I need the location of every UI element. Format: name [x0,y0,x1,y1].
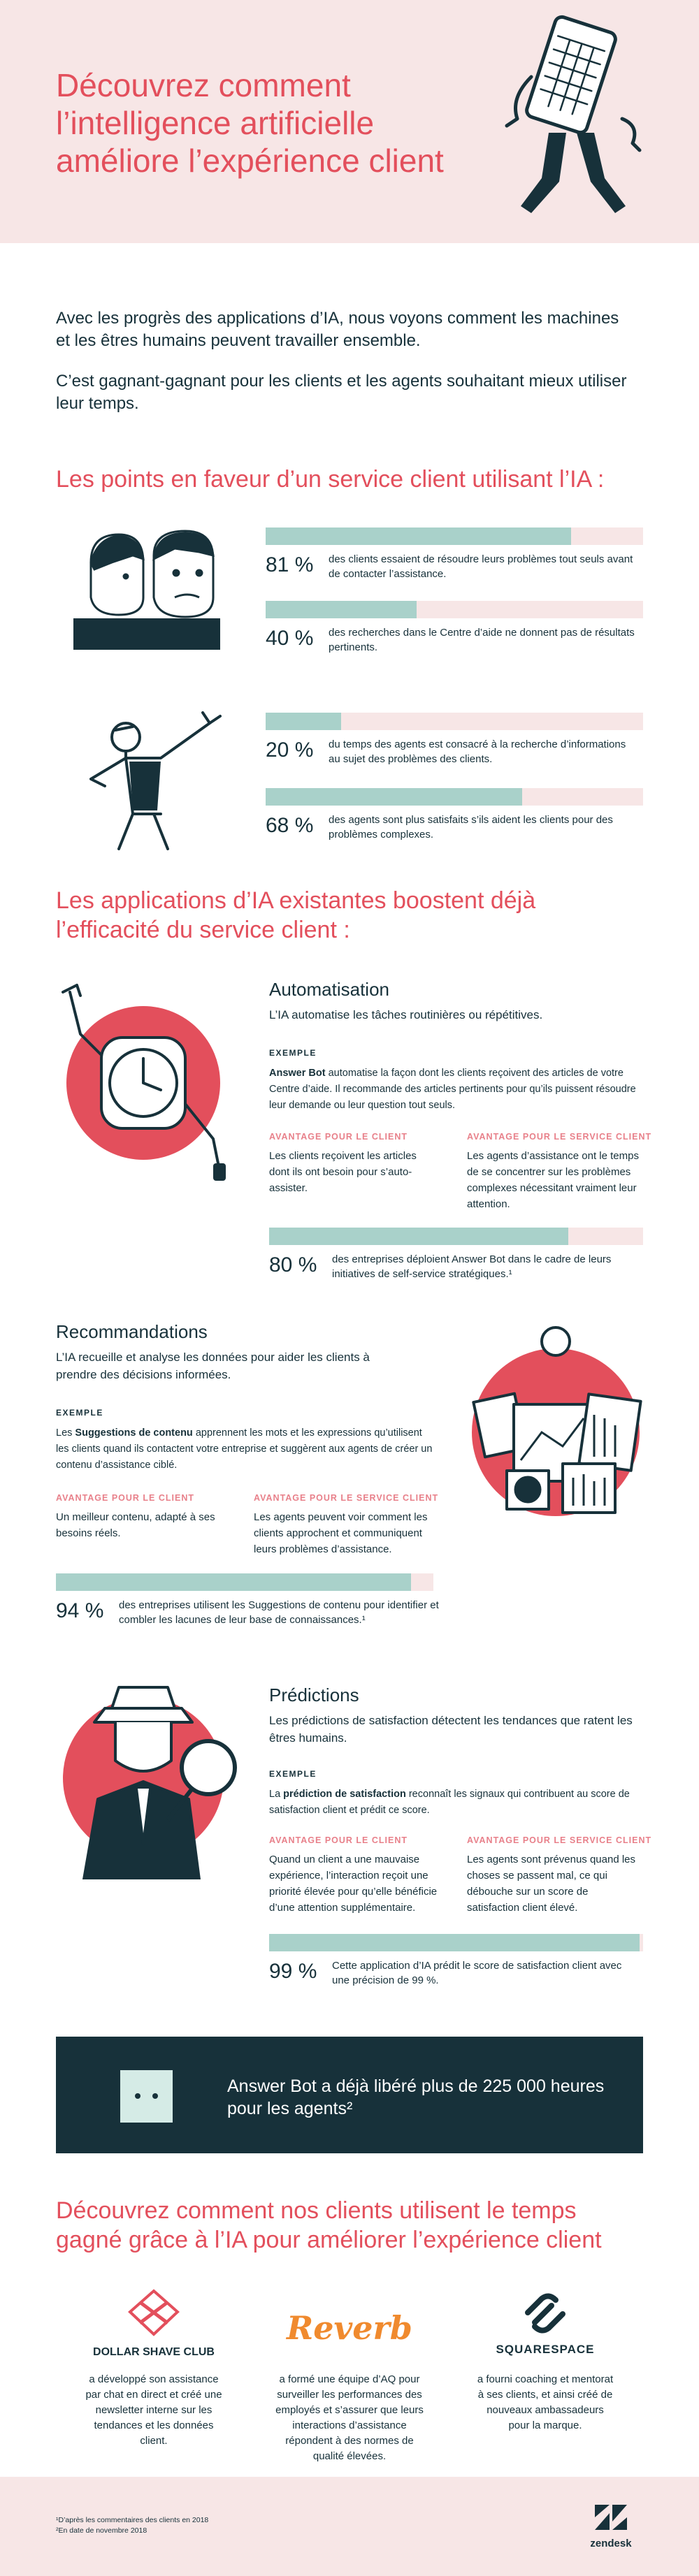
stat-bar [269,1934,640,1951]
stat-bar [56,1573,411,1591]
customer-text: a développé son assistance par chat en direct et créé une newsletter interne sur les tendances et les données client. [85,2373,222,2447]
stat-percent: 20 % [266,738,314,762]
dollar-shave-club-logo [84,2288,224,2359]
adv-client-label: AVANTAGE POUR LE CLIENT [269,1835,408,1845]
stat-description: du temps des agents est consacré à la recherche d’informations au sujet des problèmes des clients. [329,738,626,765]
header [0,0,699,243]
predictions-lead: Les prédictions de satisfaction détectent les tendances que ratent les êtres humains. [269,1714,633,1745]
stat-percent: 40 % [266,627,314,650]
squarespace-icon [521,2292,570,2335]
stat-bar [266,527,571,545]
zendesk-icon [595,2505,627,2530]
page-title: Découvrez comment l’intelligence artificielle améliore l’expérience client [56,67,444,179]
stat-percent: 81 % [266,553,314,576]
banner-text: Answer Bot a déjà libéré plus de 225 000 heures pour les agents² [227,2076,605,2118]
recommandations-adv-client: Un meilleur contenu, adapté à ses besoins réels. [56,1511,215,1539]
stat-description: des agents sont plus satisfaits s’ils aident les clients pour des problèmes complexes. [329,814,613,841]
zendesk-logo [583,2505,639,2549]
charts-person-illustration [458,1320,647,1523]
customer-name: Reverb [287,2309,412,2347]
stat-percent: 94 % [56,1599,104,1622]
answer-bot-banner [56,2037,643,2153]
apps-section-title: Les applications d’IA existantes boostent déjà l’efficacité du service client : [56,887,536,943]
recommandations-title: Recommandations [56,1321,208,1342]
automatisation-adv-client: Les clients reçoivent les articles dont ils ont besoin pour s’auto-assister. [269,1150,417,1194]
adv-client-label: AVANTAGE POUR LE CLIENT [269,1132,408,1142]
stat-description: des entreprises utilisent les Suggestions de contenu pour identifier et combler les lacunes de leur base de connaissances.¹ [119,1599,439,1626]
adv-service-label: AVANTAGE POUR LE SERVICE CLIENT [467,1132,652,1142]
example-label: EXEMPLE [269,1048,317,1058]
customer-text: a fourni coaching et mentorat à ses clients, et ainsi créé de nouveaux ambassadeurs pour la marque. [477,2373,614,2431]
customer-text: a formé une équipe d’AQ pour surveiller les performances des employés et s’assurer que leurs interactions d’assistance répondent à des normes de qualité élevées. [275,2373,424,2462]
walking-phone-illustration [482,14,650,224]
clock-illustration [56,978,238,1188]
adv-service-label: AVANTAGE POUR LE SERVICE CLIENT [467,1835,652,1845]
intro-paragraph-1: Avec les progrès des applications d’IA, nous voyons comment les machines et les êtres humains peuvent travailler ensemble. [56,309,619,350]
zendesk-wordmark: zendesk [590,2538,632,2549]
stat-description: des entreprises déploient Answer Bot dans le cadre de leurs initiatives de self-service stratégiques.¹ [332,1253,612,1280]
automatisation-lead: L’IA automatise les tâches routinières ou répétitives. [269,1008,543,1021]
recommandations-lead: L’IA recueille et analyse les données pour aider les clients à prendre des décisions informées. [56,1351,370,1381]
searching-person-illustration [77,709,231,856]
footnotes: ¹D’après les commentaires des clients en 2018 ²En date de novembre 2018 [56,2516,209,2535]
example-label: EXEMPLE [56,1408,103,1418]
stat-percent: 99 % [269,1960,317,1983]
adv-client-label: AVANTAGE POUR LE CLIENT [56,1493,194,1503]
two-faces-illustration [70,527,224,650]
predictions-example: La prédiction de satisfaction reconnaît les signaux qui contribuent au score de satisfaction client et prédit ce score. [269,1789,630,1816]
customer-name: DOLLAR SHAVE CLUB [93,2346,215,2358]
customer-name: SQUARESPACE [496,2343,595,2356]
example-label: EXEMPLE [269,1769,317,1779]
automatisation-adv-service: Les agents d’assistance ont le temps de se concentrer sur les problèmes complexes nécessitant vraiment leur attention. [467,1150,639,1210]
recommandations-example: Les Suggestions de contenu apprennent les mots et les expressions qu’utilisent les clients quand ils contactent votre entreprise et suggèrent aux agents de créer un contenu d’assistance ciblé. [56,1427,433,1471]
customers-section-title: Découvrez comment nos clients utilisent le temps gagné grâce à l’IA pour améliorer l’expérience client [56,2197,602,2253]
predictions-adv-service: Les agents sont prévenus quand les choses se passent mal, ce qui débouche sur un score de satisfaction client élevé. [467,1854,636,1914]
automatisation-example: Answer Bot automatise la façon dont les clients reçoivent des articles de votre Centre d’aide. Il recommande des articles pertinents pour qu’ils puissent résoudre leur demande ou leur question tout seuls. [269,1068,636,1111]
recommandations-adv-service: Les agents peuvent voir comment les clients approchent et communiquent leurs problèmes d’assistance. [254,1511,428,1555]
stat-percent: 80 % [269,1253,317,1276]
stat-bar [269,1228,568,1245]
dollar-shave-club-icon [126,2288,182,2337]
predictions-title: Prédictions [269,1684,359,1705]
stat-description: Cette application d’IA prédit le score de satisfaction client avec une précision de 99 %. [332,1960,622,1986]
stat-percent: 68 % [266,814,314,837]
reverb-logo [273,2309,426,2347]
automatisation-title: Automatisation [269,979,389,1000]
footer [0,2477,699,2576]
stat-bar [266,788,522,806]
chat-bubble-icon [120,2070,173,2123]
stat-bar [266,713,341,730]
squarespace-logo [475,2292,615,2357]
points-section-title: Les points en faveur d’un service client utilisant l’IA : [56,466,605,493]
stat-description: des recherches dans le Centre d’aide ne donnent pas de résultats pertinents. [329,627,635,653]
intro-paragraph-2: C’est gagnant-gagnant pour les clients et les agents souhaitant mieux utiliser leur temps. [56,372,627,413]
stat-bar [266,601,417,618]
detective-magnifier-illustration [56,1677,245,1879]
adv-service-label: AVANTAGE POUR LE SERVICE CLIENT [254,1493,439,1503]
stat-description: des clients essaient de résoudre leurs problèmes tout seuls avant de contacter l’assistance. [329,553,633,580]
predictions-adv-client: Quand un client a une mauvaise expérience, l’interaction reçoit une priorité élevée pour qu’elle bénéficie d’une attention supplémentaire. [269,1854,438,1914]
